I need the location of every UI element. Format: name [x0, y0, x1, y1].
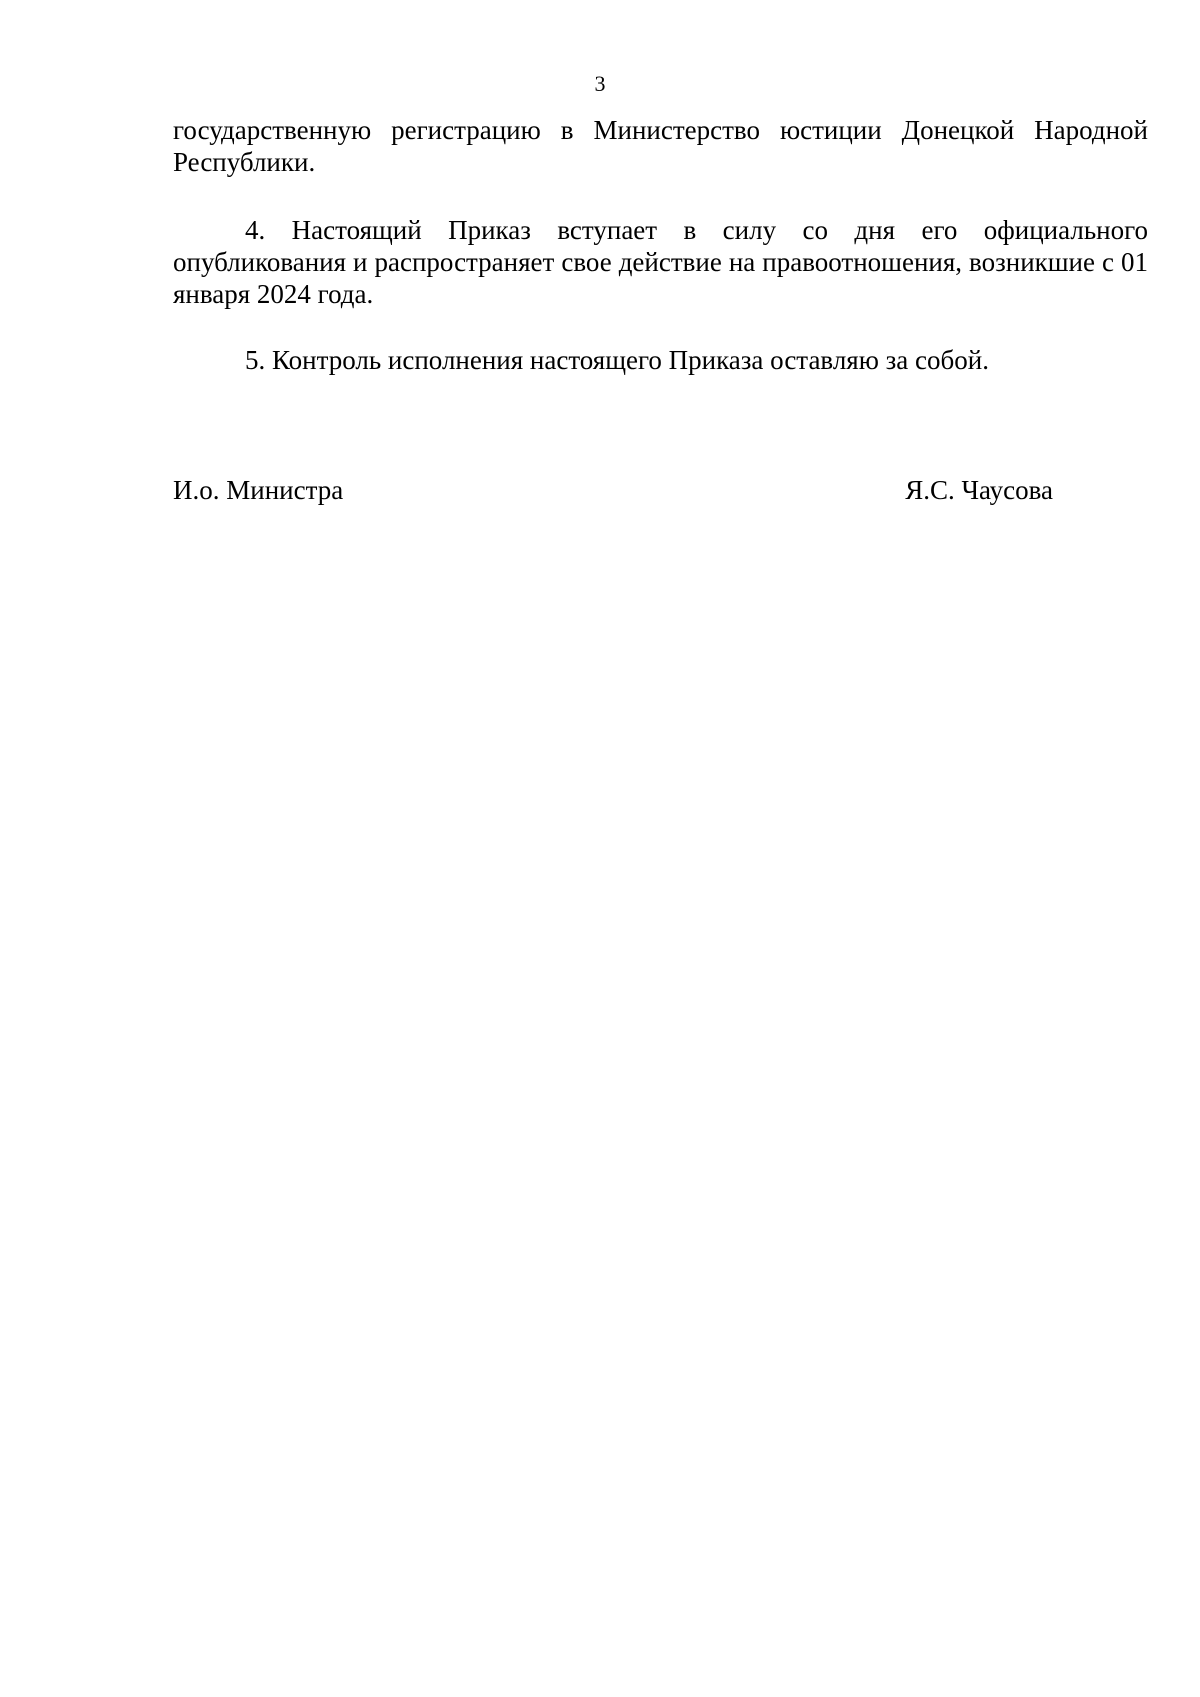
paragraph-continuation: государственную регистрацию в Министерство юстиции Донецкой Народной Республики.: [173, 115, 1148, 177]
paragraph-item-5: 5. Контроль исполнения настоящего Приказа оставляю за собой.: [245, 345, 989, 375]
page-number: 3: [594, 71, 606, 96]
signatory-title: И.о. Министра: [173, 475, 344, 505]
paragraph-item-4: 4. Настоящий Приказ вступает в силу со дня его официального опубликования и распространяет свое действие на правоотношения, возникшие с 01 января 2024 года.: [173, 215, 1148, 309]
signatory-name: Я.С. Чаусова: [905, 475, 1053, 505]
